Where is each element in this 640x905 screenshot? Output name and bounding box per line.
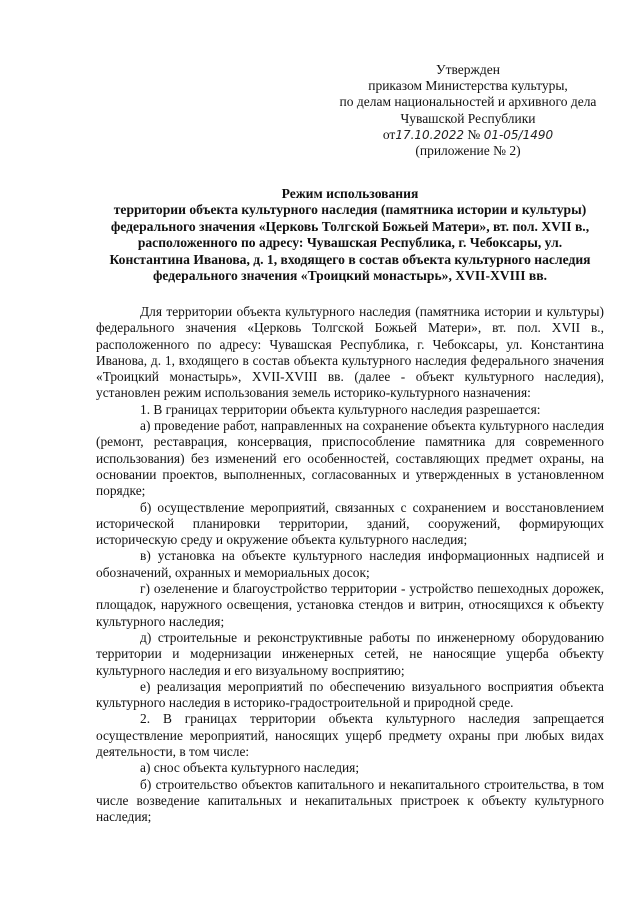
document-title (96, 186, 604, 284)
approval-line-approved: Утвержден (436, 62, 500, 77)
approval-line-order: приказом Министерства культуры, (368, 78, 568, 94)
title-line: Константина Иванова, д. 1, входящего в состав объекта культурного наследия (109, 251, 591, 267)
paragraph-item-e: е) реализация мероприятий по обеспечению визуального восприятия объекта культурного наследия в историко-градостроительной и природной среде. (96, 678, 604, 711)
handwritten-number: 01-05/1490 (483, 127, 554, 142)
title-line: Режим использования (281, 186, 419, 201)
title-line: федерального значения «Троицкий монастырь», XVII-XVIII вв. (153, 268, 547, 284)
paragraph-item-d: д) строительные и реконструктивные работы по инженерному оборудованию территории и модернизации инженерных сетей, не наносящие ущерба объекту культурного наследия и его визуальному восприятию; (96, 629, 604, 678)
from-prefix: от (382, 126, 396, 142)
paragraph-intro: Для территории объекта культурного наследия (памятника истории и культуры) федерального значения «Церковь Толгской Божьей Матери», вт. пол. XVII в., расположенного по адресу: Чувашская Республика, г. Чебоксары, ул. Константина Иванова, д. 1, входящего в состав объекта культурного наследия федерального значения «Троицкий монастырь», XVII-XVIII вв. (далее - объект культурного наследия), установлен режим использования земель историко-культурного назначения: (96, 304, 604, 401)
approval-date-number (318, 127, 618, 143)
paragraph-prohibited-a: а) снос объекта культурного наследия; (140, 760, 360, 776)
paragraph-item-v: в) установка на объекте культурного наследия информационных надписей и обозначений, охранных и мемориальных досок; (96, 548, 604, 580)
paragraph-prohibited-b: б) строительство объектов капитального и некапитального строительства, в том числе возведение капитальных и некапитальных пристроек к объекту культурного наследия; (96, 776, 604, 825)
approval-block (318, 62, 618, 159)
paragraph-section-2: 2. В границах территории объекта культурного наследия запрещается осуществление мероприятий, наносящих ущерб предмету охраны при любых видах деятельности, в том числе: (96, 711, 604, 760)
approval-appendix: (приложение № 2) (415, 143, 521, 159)
title-line: территории объекта культурного наследия (памятника истории и культуры) (113, 202, 587, 218)
paragraph-item-b: б) осуществление мероприятий, связанных с сохранением и восстановлением исторической планировки территории, зданий, сооружений, формирующих историческую среду и окружение объекта культурного наследия; (96, 499, 604, 548)
title-line: федерального значения «Церковь Толгской Божьей Матери», вт. пол. XVII в., (110, 218, 590, 234)
paragraph-item-g: г) озеленение и благоустройство территории - устройство пешеходных дорожек, площадок, наружного освещения, установка стендов и витрин, относящихся к объекту культурного наследия; (96, 581, 604, 629)
number-prefix: № (467, 126, 481, 142)
handwritten-date: 17.10.2022 (395, 127, 465, 142)
approval-line-republic: Чувашской Республики (400, 110, 536, 126)
approval-line-ministry: по делам национальностей и архивного дела (339, 94, 597, 110)
title-line: расположенного по адресу: Чувашская Республика, г. Чебоксары, ул. (137, 235, 563, 251)
paragraph-item-a: а) проведение работ, направленных на сохранение объекта культурного наследия (ремонт, реставрация, консервация, приспособление памятника для современного использования) без изменений его особенностей, составляющих предмет охраны, на основании проектов, выполненных, согласованных и утвержденных в установленном порядке; (96, 418, 604, 499)
document-body (96, 304, 604, 826)
paragraph-section-1: 1. В границах территории объекта культурного наследия разрешается: (140, 401, 541, 417)
